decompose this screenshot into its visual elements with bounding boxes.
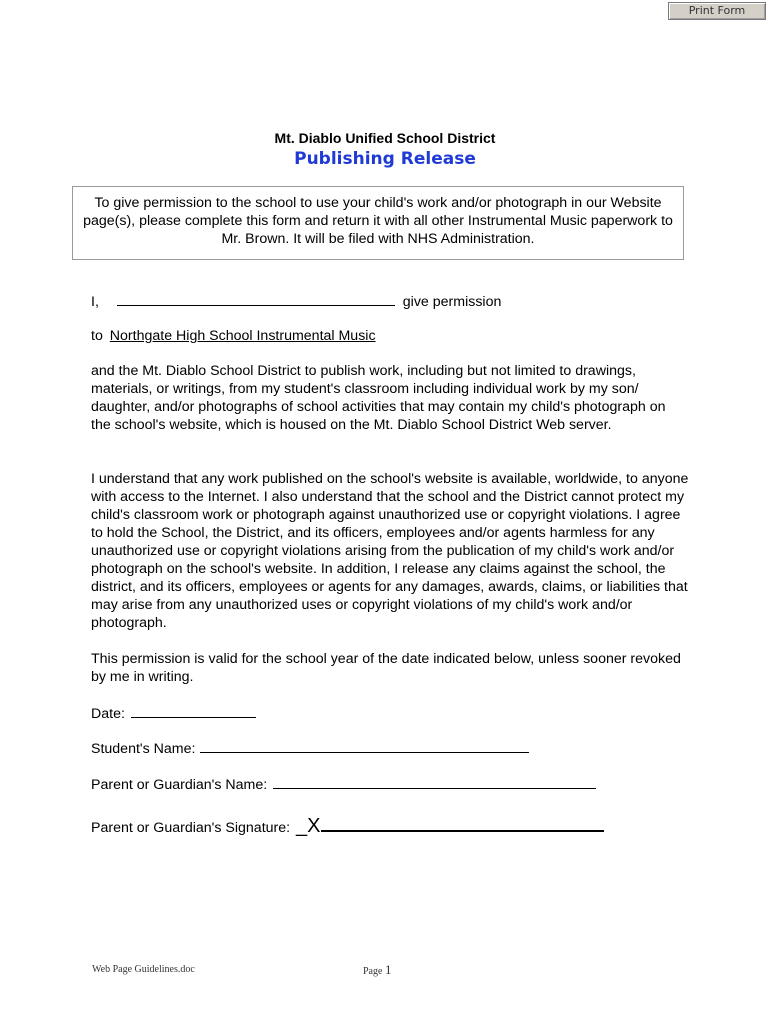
permission-suffix: give permission bbox=[402, 294, 502, 310]
parent-row bbox=[91, 774, 691, 794]
grantor-name-field[interactable] bbox=[117, 291, 395, 306]
signature-label: Parent or Guardian's Signature: bbox=[91, 820, 291, 836]
date-row bbox=[91, 703, 691, 723]
signature-row bbox=[91, 812, 711, 837]
footer-page bbox=[363, 962, 391, 978]
district-name: Mt. Diablo Unified School District bbox=[274, 130, 496, 146]
page-number: 1 bbox=[384, 962, 392, 977]
instructions-box bbox=[72, 186, 684, 260]
permission-prefix: I, bbox=[91, 294, 99, 310]
student-name-label: Student's Name: bbox=[91, 741, 196, 757]
organization-name: Northgate High School Instrumental Music bbox=[109, 328, 376, 344]
parent-name-label: Parent or Guardian's Name: bbox=[91, 777, 268, 793]
footer-filename: Web Page Guidelines.doc bbox=[92, 964, 195, 975]
signature-mark: _X bbox=[296, 815, 321, 837]
student-row bbox=[91, 738, 691, 758]
student-name-field[interactable] bbox=[200, 738, 529, 753]
print-form-button[interactable]: Print Form bbox=[668, 2, 766, 20]
signature-field[interactable] bbox=[321, 812, 604, 832]
permission-line bbox=[91, 291, 691, 311]
paragraph-2: I understand that any work published on the school's website is available, worldwide, to anyone with access to the Internet. I also understand that the school and the District cannot protect my child's classroom work or photograph against unauthorized use or copyright violations. I agree to hold the School, the District, and its officers, employees and/or agents harmless for any unauthorized use or copyright violations arising from the publication of my child's work and/or photograph on the school's website. In addition, I release any claims against the school, the district, and its officers, employees or agents for any damages, awards, claims, or liabilities that may arise from any unauthorized uses or copyright violations of my child's work and/or photograph. bbox=[91, 471, 689, 631]
parent-name-field[interactable] bbox=[273, 774, 596, 789]
page-label: Page bbox=[363, 966, 383, 977]
date-field[interactable] bbox=[131, 703, 256, 718]
form-title: Publishing Release bbox=[294, 149, 476, 169]
instructions-text: To give permission to the school to use your child's work and/or photograph in our Website page(s), please complete this form and return it with all other Instrumental Music paperwork to Mr. Brown. It will be filed with NHS Administration. bbox=[83, 195, 673, 247]
to-label: to bbox=[91, 328, 103, 344]
paragraph-3: This permission is valid for the school year of the date indicated below, unless sooner revoked by me in writing. bbox=[91, 651, 681, 685]
paragraph-1: and the Mt. Diablo School District to publish work, including but not limited to drawings, materials, or writings, from my student's classroom including individual work by my son/ daughter, and/or photographs of school activities that may contain my child's photograph on the school's website, which is housed on the Mt. Diablo School District Web server. bbox=[91, 363, 666, 433]
organization-line bbox=[91, 327, 691, 345]
date-label: Date: bbox=[91, 706, 125, 722]
